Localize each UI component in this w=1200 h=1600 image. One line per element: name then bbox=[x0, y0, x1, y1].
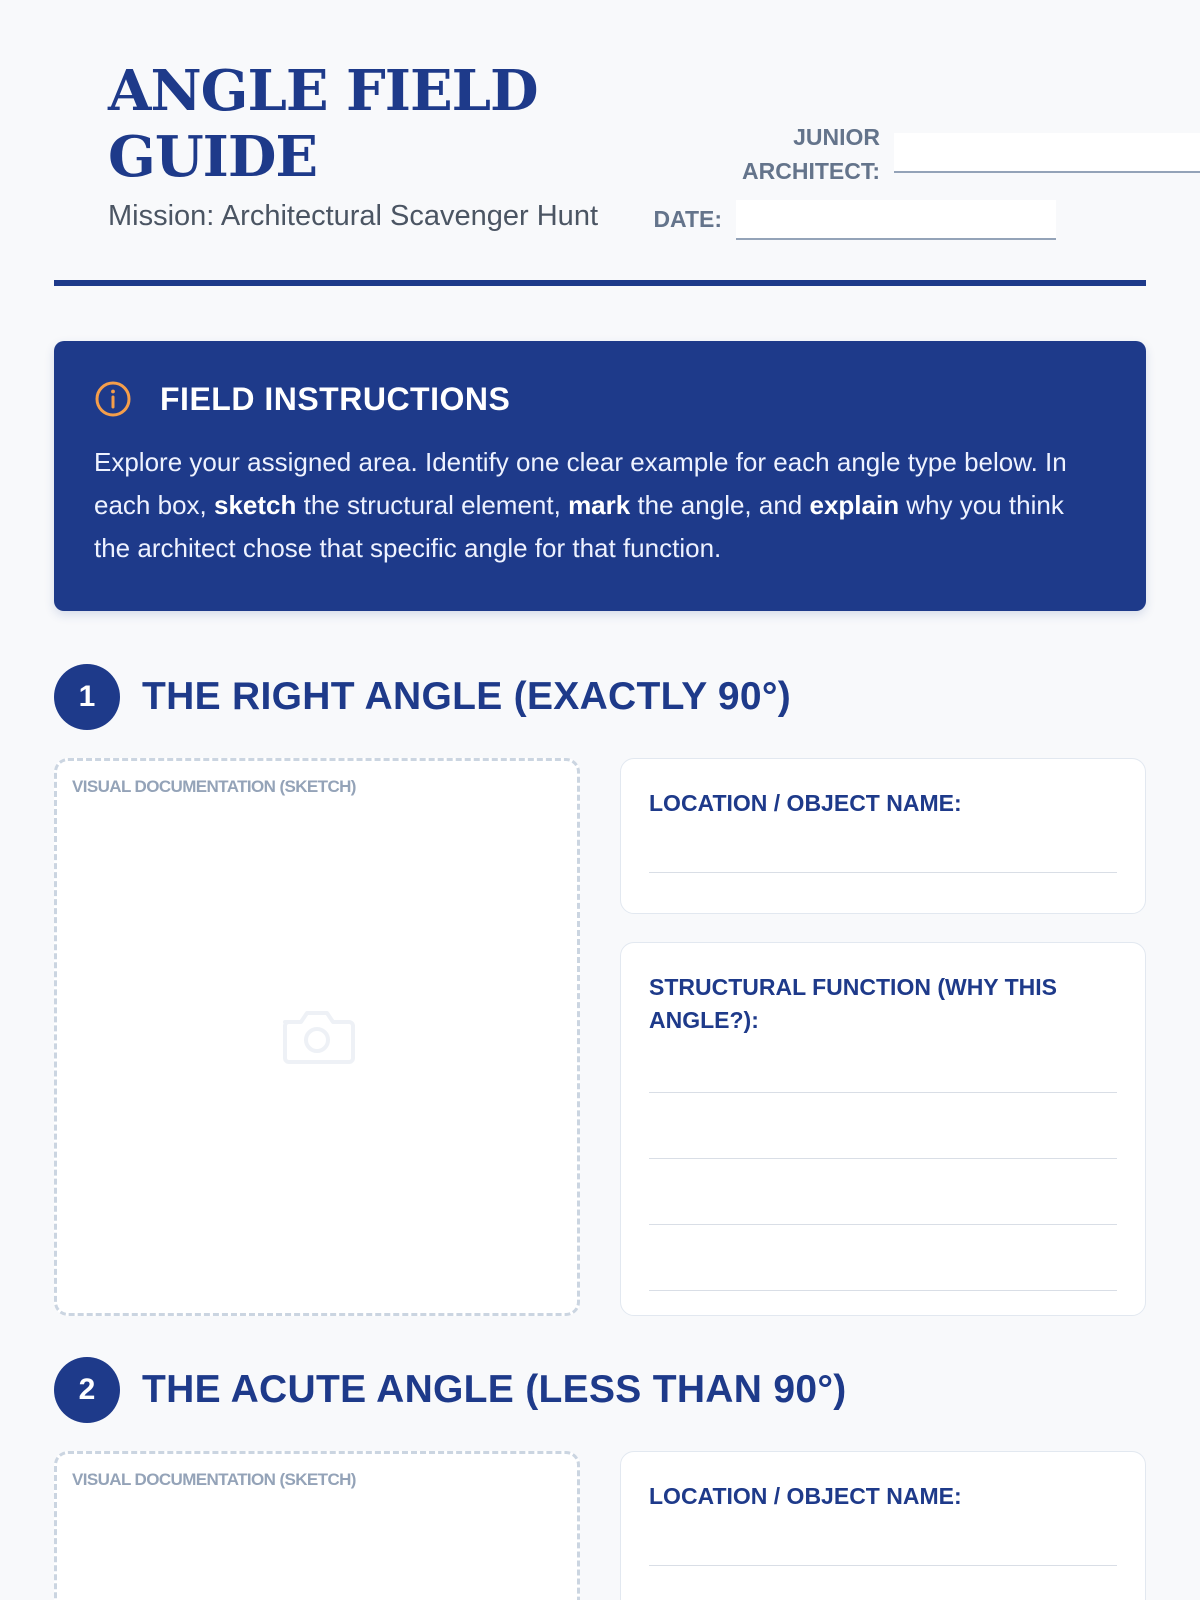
camera-icon bbox=[279, 1006, 355, 1068]
page-title: ANGLE FIELD GUIDE bbox=[108, 58, 538, 190]
instructions-text-part: Explore your assigned area. Identify one clear example for each angle type below. In each box, bbox=[94, 447, 1067, 520]
page-header bbox=[54, 0, 1146, 290]
sketch-label: VISUAL DOCUMENTATION (SKETCH) bbox=[72, 777, 356, 796]
function-card bbox=[620, 942, 1146, 1316]
sketch-area[interactable] bbox=[54, 758, 580, 1316]
instructions-title: FIELD INSTRUCTIONS bbox=[160, 380, 511, 417]
instructions-text-part: the structural element, bbox=[296, 490, 569, 520]
function-label: STRUCTURAL FUNCTION (WHY THIS ANGLE?): bbox=[649, 974, 1058, 1033]
sketch-area[interactable] bbox=[54, 1451, 580, 1600]
location-card bbox=[620, 1451, 1146, 1600]
page-subtitle: Mission: Architectural Scavenger Hunt bbox=[108, 200, 598, 232]
function-input-line[interactable] bbox=[649, 1224, 1117, 1225]
keyword-explain: explain bbox=[809, 490, 900, 520]
section-number-badge: 2 bbox=[54, 1357, 120, 1423]
section-number-badge: 1 bbox=[54, 664, 120, 730]
instructions-header bbox=[94, 379, 1106, 419]
instructions-text-part: the angle, and bbox=[630, 490, 810, 520]
section-1-header bbox=[54, 664, 791, 730]
keyword-sketch: sketch bbox=[213, 490, 297, 520]
instructions-text bbox=[94, 441, 1106, 570]
location-input-line[interactable] bbox=[649, 872, 1117, 873]
architect-name-field[interactable] bbox=[894, 133, 1200, 173]
function-input-line[interactable] bbox=[649, 1158, 1117, 1159]
location-label: LOCATION / OBJECT NAME: bbox=[649, 790, 962, 816]
header-divider bbox=[54, 280, 1146, 286]
info-icon bbox=[94, 380, 132, 418]
section-title: THE ACUTE ANGLE (LESS THAN 90°) bbox=[142, 1368, 847, 1411]
section-title: THE RIGHT ANGLE (EXACTLY 90°) bbox=[142, 675, 792, 718]
architect-label: JUNIOR ARCHITECT: bbox=[742, 124, 880, 184]
section-2-header bbox=[54, 1357, 847, 1423]
function-input-line[interactable] bbox=[649, 1092, 1117, 1093]
date-field[interactable] bbox=[736, 200, 1056, 240]
location-input-line[interactable] bbox=[649, 1565, 1117, 1566]
location-label: LOCATION / OBJECT NAME: bbox=[649, 1483, 962, 1509]
location-card bbox=[620, 758, 1146, 914]
instructions-card bbox=[54, 341, 1146, 611]
keyword-mark: mark bbox=[568, 490, 631, 520]
date-label: DATE: bbox=[653, 206, 722, 232]
instructions-text-part: why you think the architect chose that specific angle for that function. bbox=[94, 490, 1064, 563]
function-input-line[interactable] bbox=[649, 1290, 1117, 1291]
sketch-label: VISUAL DOCUMENTATION (SKETCH) bbox=[72, 1470, 356, 1489]
